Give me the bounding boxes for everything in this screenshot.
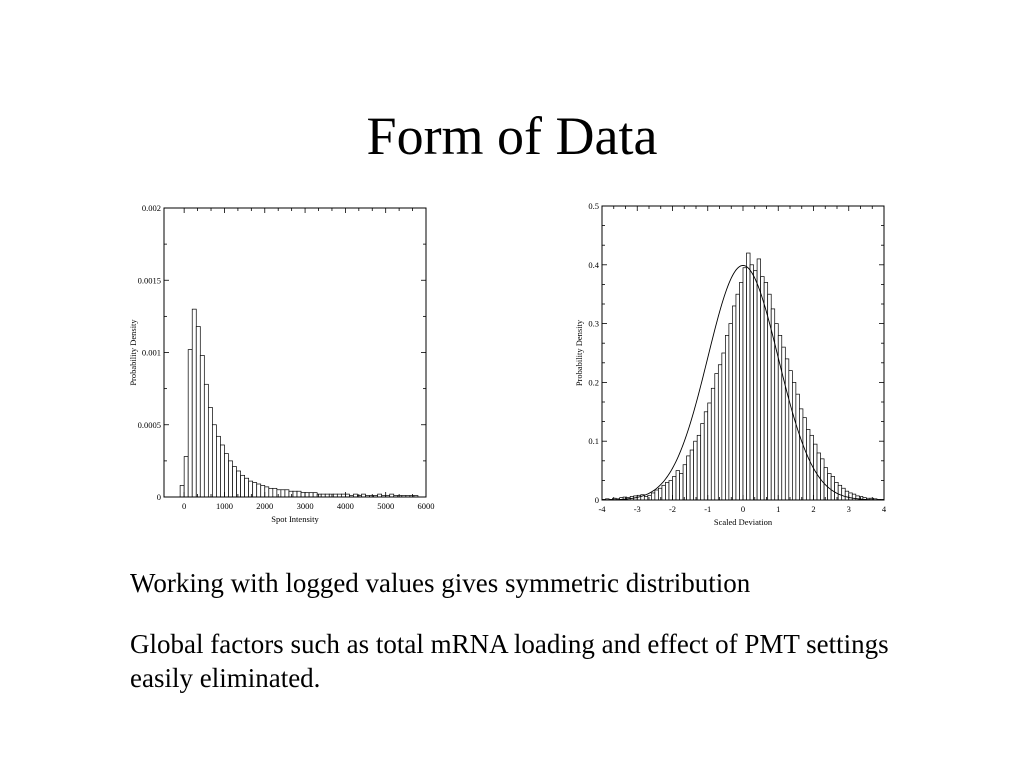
histogram-bar	[669, 481, 673, 500]
histogram-bar	[796, 394, 800, 500]
histogram-bar	[732, 306, 736, 500]
histogram-bar	[224, 454, 228, 497]
histogram-bar	[245, 478, 249, 497]
histogram-bar	[220, 445, 224, 497]
histogram-bar	[718, 365, 722, 500]
histogram-bar	[305, 493, 309, 497]
histogram-bar	[743, 268, 747, 500]
histogram-bar	[257, 484, 261, 497]
histogram-bar	[265, 487, 269, 497]
x-tick-label: -3	[633, 504, 641, 514]
x-tick-label: -1	[704, 504, 712, 514]
histogram-bar	[683, 465, 687, 500]
x-tick-label: -2	[668, 504, 677, 514]
histogram-bar	[687, 456, 691, 500]
x-axis-label: Spot Intensity	[271, 514, 319, 524]
x-tick-label: 0	[740, 504, 746, 514]
histogram-bar	[676, 471, 680, 500]
x-tick-label: 3000	[296, 501, 314, 511]
histogram-bar	[188, 350, 192, 497]
histogram-bar	[708, 403, 712, 500]
histogram-bar	[849, 493, 853, 500]
y-axis-label: Probability Density	[128, 319, 138, 386]
histogram-bar	[704, 412, 708, 500]
x-tick-label: 1	[776, 504, 781, 514]
histogram-bar	[701, 424, 705, 500]
tick-labels	[138, 203, 435, 511]
histogram-bar	[665, 482, 669, 500]
y-tick-label: 0.001	[141, 347, 161, 358]
histogram-bar	[690, 450, 694, 500]
histogram-bar	[273, 488, 277, 497]
histogram-bar	[754, 271, 758, 500]
histogram-bar	[694, 441, 698, 500]
histogram-bar	[750, 265, 754, 500]
x-tick-label: 2000	[256, 501, 274, 511]
y-tick-label: 0.002	[141, 203, 161, 213]
x-tick-label: 5000	[377, 501, 395, 511]
histogram-bar	[761, 277, 765, 500]
histogram-bar	[782, 347, 786, 500]
x-tick-label: -4	[598, 504, 606, 514]
histogram-bar	[297, 491, 301, 497]
y-tick-label: 0.5	[588, 201, 599, 211]
x-tick-label: 4000	[336, 501, 354, 511]
histogram-bar	[739, 282, 743, 500]
spot-intensity-histogram	[128, 198, 440, 530]
histogram-bar	[842, 488, 846, 500]
histogram-bar	[835, 482, 839, 500]
histogram-bar	[789, 371, 793, 500]
histogram-bar	[697, 435, 701, 500]
histogram-bar	[651, 493, 655, 500]
y-tick-label: 0.2	[588, 377, 599, 388]
histogram-bar	[285, 490, 289, 497]
histogram-bar	[281, 490, 285, 497]
histogram-bar	[729, 324, 733, 500]
histogram-bar	[301, 493, 305, 497]
x-tick-label: 0	[182, 501, 187, 511]
histogram-bar	[845, 491, 849, 500]
x-tick-label: 3	[846, 504, 851, 514]
histogram-bar	[212, 425, 216, 497]
histogram-bar	[241, 475, 245, 497]
histogram-bar	[196, 326, 200, 497]
histogram-bar	[200, 355, 204, 497]
histogram-bar	[216, 436, 220, 497]
x-tick-label: 4	[881, 504, 887, 514]
histogram-bar	[253, 483, 257, 497]
histogram-bar	[237, 471, 241, 497]
histogram-bar	[261, 485, 265, 497]
histogram-bar	[757, 259, 761, 500]
histogram-bar	[309, 493, 313, 497]
histogram-bar	[208, 407, 212, 497]
histogram-bar	[313, 493, 317, 497]
histogram-bar	[799, 409, 803, 500]
histogram-bar	[228, 461, 232, 497]
histogram-bar	[722, 353, 726, 500]
histogram-bar	[785, 359, 789, 500]
slide-title: Form of Data	[366, 106, 658, 166]
y-tick-label: 0.1	[588, 436, 599, 447]
histogram-bar	[184, 457, 188, 497]
histogram-bar	[852, 494, 856, 500]
histogram-bar	[736, 294, 740, 500]
histogram-bar	[289, 491, 293, 497]
histogram-bar	[673, 476, 677, 500]
histogram-bar	[644, 496, 648, 500]
bullet-text-2: Global factors such as total mRNA loading and effect of PMT settings easily eliminated.	[130, 629, 889, 693]
histogram-bar	[680, 474, 684, 500]
histogram-bar	[768, 294, 772, 500]
y-axis-label: Probability Density	[574, 319, 584, 387]
histogram-bar	[293, 491, 297, 497]
y-tick-label: 0.3	[588, 318, 599, 329]
histogram-bar	[831, 476, 835, 500]
y-tick-label: 0.0005	[137, 419, 161, 430]
x-tick-label: 2	[811, 504, 816, 514]
histogram-bar	[803, 418, 807, 500]
bullet-text-1: Working with logged values gives symmetric distribution	[130, 568, 751, 598]
histogram-bars	[602, 253, 884, 500]
histogram-bar	[792, 382, 796, 500]
histogram-bar	[838, 485, 842, 500]
y-tick-label: 0	[594, 495, 599, 505]
histogram-bar	[806, 429, 810, 500]
histogram-bar	[747, 253, 751, 500]
histogram-bar	[658, 488, 662, 500]
x-tick-label: 1000	[215, 501, 233, 511]
histogram-bar	[715, 374, 719, 500]
histogram-bar	[648, 495, 652, 500]
y-tick-label: 0	[156, 492, 161, 502]
histogram-bar	[725, 335, 729, 500]
x-axis-label: Scaled Deviation	[713, 517, 773, 527]
scaled-deviation-histogram	[574, 196, 890, 530]
histogram-bar	[204, 384, 208, 497]
histogram-bars	[180, 309, 418, 497]
y-tick-label: 0.0015	[137, 275, 161, 286]
histogram-bar	[233, 467, 237, 497]
histogram-bar	[269, 488, 273, 497]
x-tick-label: 6000	[417, 501, 435, 511]
histogram-bar	[249, 481, 253, 497]
histogram-bar	[711, 388, 715, 500]
histogram-bar	[277, 490, 281, 497]
histogram-bar	[192, 309, 196, 497]
histogram-bar	[180, 485, 184, 497]
y-tick-label: 0.4	[588, 259, 599, 270]
histogram-bar	[662, 485, 666, 500]
histogram-bar	[655, 490, 659, 500]
